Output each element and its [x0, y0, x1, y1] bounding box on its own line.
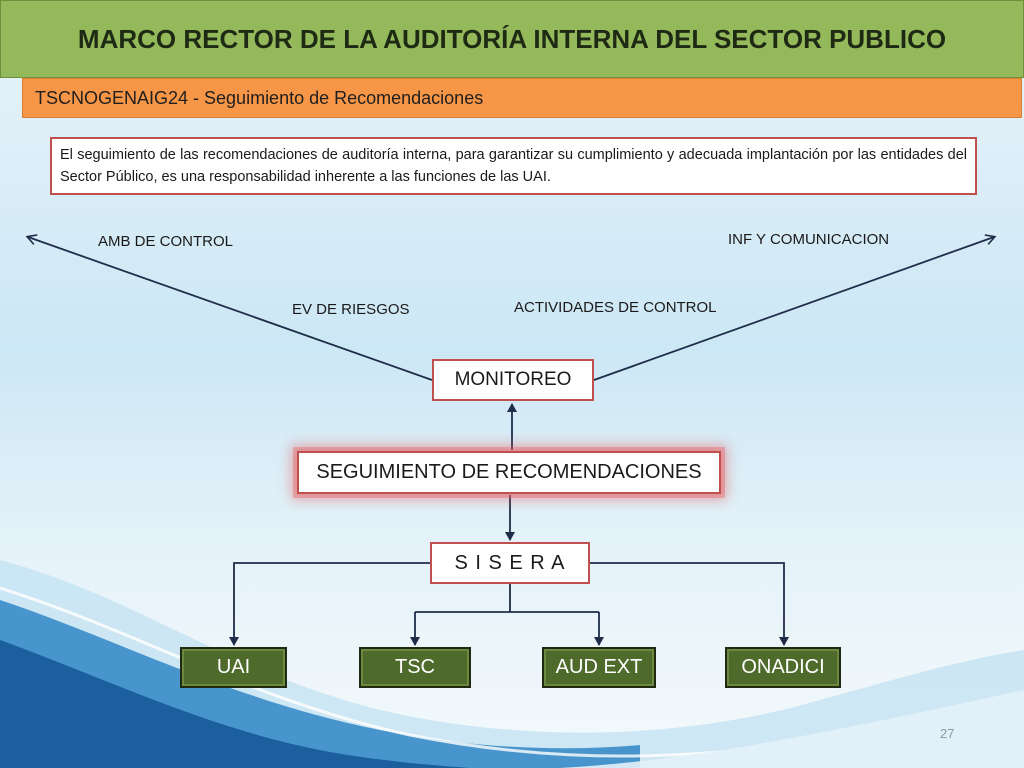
node-onadici — [725, 647, 841, 688]
node-uai-label: UAI — [216, 656, 251, 678]
node-sisera — [430, 542, 590, 584]
node-monitoreo-label: MONITOREO — [454, 369, 572, 390]
intro-text: El seguimiento de las recomendaciones de auditoría interna, para garantizar su cumplimiento y adecuada implantación por las entidades del Sector Público, es una responsabilidad inherente a las funciones de las UAI. — [60, 147, 967, 185]
label-actividades-de-control: ACTIVIDADES DE CONTROL — [514, 299, 717, 316]
label-amb-de-control: AMB DE CONTROL — [98, 233, 234, 250]
subtitle-text: TSCNOGENAIG24 - Seguimiento de Recomendaciones — [35, 87, 484, 108]
connector-sisera-to-uai — [234, 563, 430, 645]
label-ev-de-riesgos: EV DE RIESGOS — [292, 301, 410, 318]
connector-sisera-to-onadici — [590, 563, 784, 645]
node-uai — [180, 647, 287, 688]
page-number: 27 — [940, 726, 955, 741]
node-monitoreo — [432, 359, 594, 401]
node-tsc — [359, 647, 471, 688]
node-seguimiento-label: SEGUIMIENTO DE RECOMENDACIONES — [316, 461, 702, 483]
node-onadici-label: ONADICI — [741, 656, 825, 678]
node-aud-ext — [542, 647, 656, 688]
label-inf-y-comunicacion: INF Y COMUNICACION — [728, 231, 890, 248]
node-sisera-label: S I S E R A — [454, 551, 566, 574]
slide-title-text: MARCO RECTOR DE LA AUDITORÍA INTERNA DEL SECTOR PUBLICO — [77, 23, 947, 54]
node-tsc-label: TSC — [395, 656, 435, 678]
node-seguimiento-de-recomendaciones — [297, 451, 721, 494]
node-aud-ext-label: AUD EXT — [555, 656, 643, 678]
